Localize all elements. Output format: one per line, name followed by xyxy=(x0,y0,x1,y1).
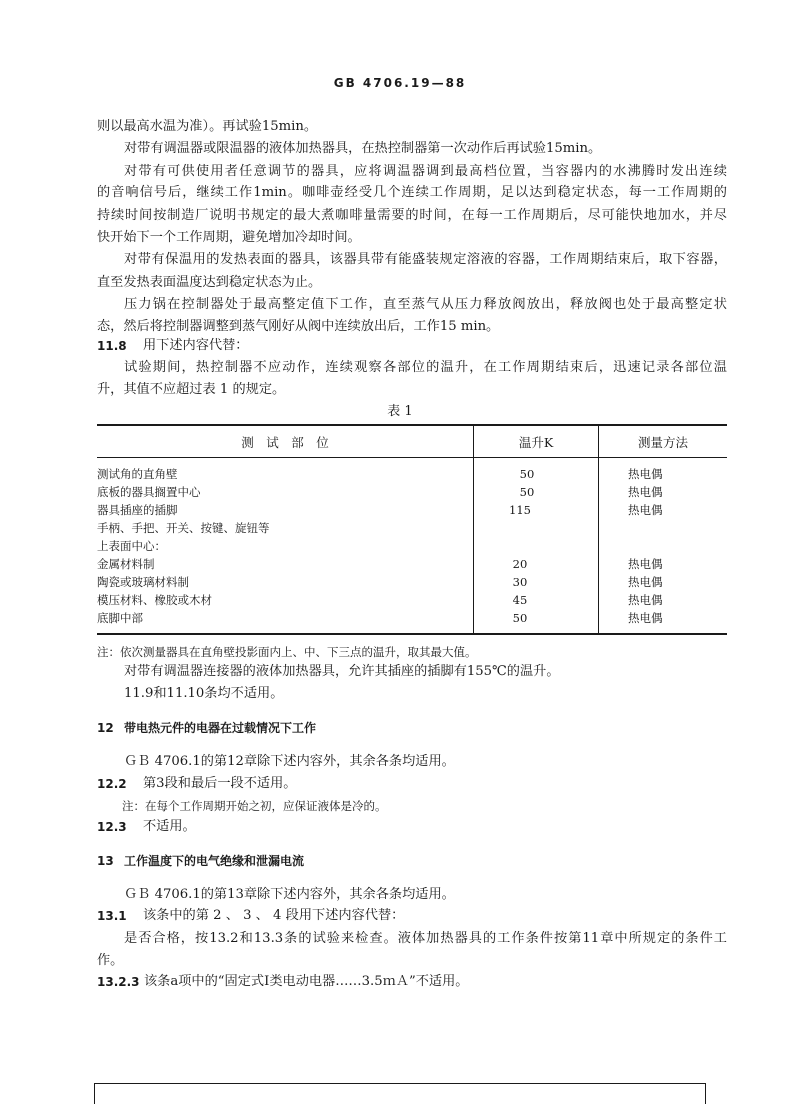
table-cell-method: 热电偶 xyxy=(628,467,663,481)
paragraph-text: 对带有可供使用者任意调节的器具，应将调温器调到最高档位置，当容器内的水沸腾时发出连续 xyxy=(124,164,727,179)
standard-code-header: GB 4706.19—88 xyxy=(333,76,467,90)
paragraph-text: ＧＢ 4706.1的第13章除下述内容外，其余各条均适用。 xyxy=(124,887,455,902)
table-cell-part: 金属材料制 xyxy=(97,557,155,571)
table-cell-temp: 115 xyxy=(509,503,531,517)
paragraph-text: 态，然后将控制器调整到蒸气刚好从阀中连续放出后，工作15 min。 xyxy=(97,319,500,334)
table-cell-part: 上表面中心： xyxy=(97,539,166,553)
paragraph-text: 直至发热表面温度达到稳定状态为止。 xyxy=(97,275,322,290)
paragraph-text: 对带有调温器或限温器的液体加热器具，在热控制器第一次动作后再试验15min。 xyxy=(124,141,602,156)
table-bottom-rule xyxy=(97,633,727,635)
section-number: 12.2 xyxy=(97,777,127,791)
section-number: 12.3 xyxy=(97,820,127,834)
section-text: 该条中的第 2 、 3 、 4 段用下述内容代替： xyxy=(143,908,405,923)
table-header-cell: 温升K xyxy=(518,435,554,450)
section-number: 13.2.3 xyxy=(97,975,140,989)
table-cell-temp: 50 xyxy=(519,485,535,499)
section-number: 13.1 xyxy=(97,909,127,923)
paragraph-text: 持续时间按制造厂说明书规定的最大煮咖啡量需要的时间，在每一工作周期后，尽可能快地加水，并尽 xyxy=(97,208,727,223)
table-cell-part: 底脚中部 xyxy=(97,611,143,625)
table-cell-part: 陶瓷或玻璃材料制 xyxy=(97,575,189,589)
paragraph-text: 则以最高水温为准）。再试验15min。 xyxy=(97,119,318,134)
paragraph-text: 是否合格，按13.2和13.3条的试验来检查。液体加热器具的工作条件按第11章中所规定的条件工 xyxy=(124,931,727,946)
table-cell-method: 热电偶 xyxy=(628,503,663,517)
table-cell-method: 热电偶 xyxy=(628,611,663,625)
section-text: 用下述内容代替： xyxy=(143,338,249,353)
table-header-cell: 测 试 部 位 xyxy=(241,435,329,450)
table-cell-part: 测试角的直角壁 xyxy=(97,467,178,481)
table-cell-part: 手柄、手把、开关、按键、旋钮等 xyxy=(97,521,270,535)
paragraph-text: 对带有保温用的发热表面的器具，该器具带有能盛装规定溶液的容器，工作周期结束后，取下容器， xyxy=(124,252,727,267)
section-number: 12 xyxy=(97,721,114,735)
table-cell-temp: 45 xyxy=(512,593,528,607)
paragraph-text: 压力锅在控制器处于最高整定值下工作，直至蒸气从压力释放阀放出，释放阀也处于最高整定状 xyxy=(124,297,727,312)
table-cell-method: 热电偶 xyxy=(628,575,663,589)
paragraph-text: ＧＢ 4706.1的第12章除下述内容外，其余各条均适用。 xyxy=(124,754,455,769)
section-text: 该条a项中的“固定式Ⅰ类电动电器……3.5ｍＡ”不适用。 xyxy=(144,974,469,989)
section-text: 不适用。 xyxy=(143,819,196,834)
table-cell-part: 器具插座的插脚 xyxy=(97,503,178,517)
table-cell-temp: 50 xyxy=(519,467,535,481)
table-caption: 表 1 xyxy=(387,404,413,419)
section-number: 13 xyxy=(97,854,114,868)
page-bottom-frame xyxy=(94,1083,706,1104)
table-cell-temp: 50 xyxy=(512,611,528,625)
table-cell-part: 模压材料、橡胶或木材 xyxy=(97,593,212,607)
paragraph-text: 试验期间，热控制器不应动作，连续观察各部位的温升，在工作周期结束后，迅速记录各部位温 xyxy=(124,360,727,375)
paragraph-text: 对带有调温器连接器的液体加热器具，允许其插座的插脚有155℃的温升。 xyxy=(124,664,560,679)
paragraph-text: 的音响信号后，继续工作1min。咖啡壶经受几个连续工作周期，足以达到稳定状态，每一工作周期的 xyxy=(97,185,727,200)
note-text: 注：在每个工作周期开始之初，应保证液体是冷的。 xyxy=(122,799,387,813)
paragraph-text: 快开始下一个工作周期，避免增加冷却时间。 xyxy=(97,230,361,245)
table-column-divider xyxy=(598,426,599,633)
paragraph-text: 升，其值不应超过表 1 的规定。 xyxy=(97,382,286,397)
table-cell-method: 热电偶 xyxy=(628,557,663,571)
section-number: 11.8 xyxy=(97,339,127,353)
section-title: 带电热元件的电器在过载情况下工作 xyxy=(124,721,317,735)
table-cell-part: 底板的器具搁置中心 xyxy=(97,485,201,499)
table-cell-method: 热电偶 xyxy=(628,593,663,607)
section-title: 工作温度下的电气绝缘和泄漏电流 xyxy=(124,854,305,868)
table-top-rule xyxy=(97,424,727,426)
table-header-rule xyxy=(97,457,727,458)
table-cell-temp: 30 xyxy=(512,575,528,589)
paragraph-text: 作。 xyxy=(97,953,124,968)
table-cell-method: 热电偶 xyxy=(628,485,663,499)
table-cell-temp: 20 xyxy=(512,557,528,571)
paragraph-text: 11.9和11.10条均不适用。 xyxy=(124,686,284,701)
table-header-cell: 测量方法 xyxy=(637,435,688,450)
table-note: 注：依次测量器具在直角壁投影面内上、中、下三点的温升，取其最大值。 xyxy=(97,645,477,659)
section-text: 第3段和最后一段不适用。 xyxy=(143,776,297,791)
